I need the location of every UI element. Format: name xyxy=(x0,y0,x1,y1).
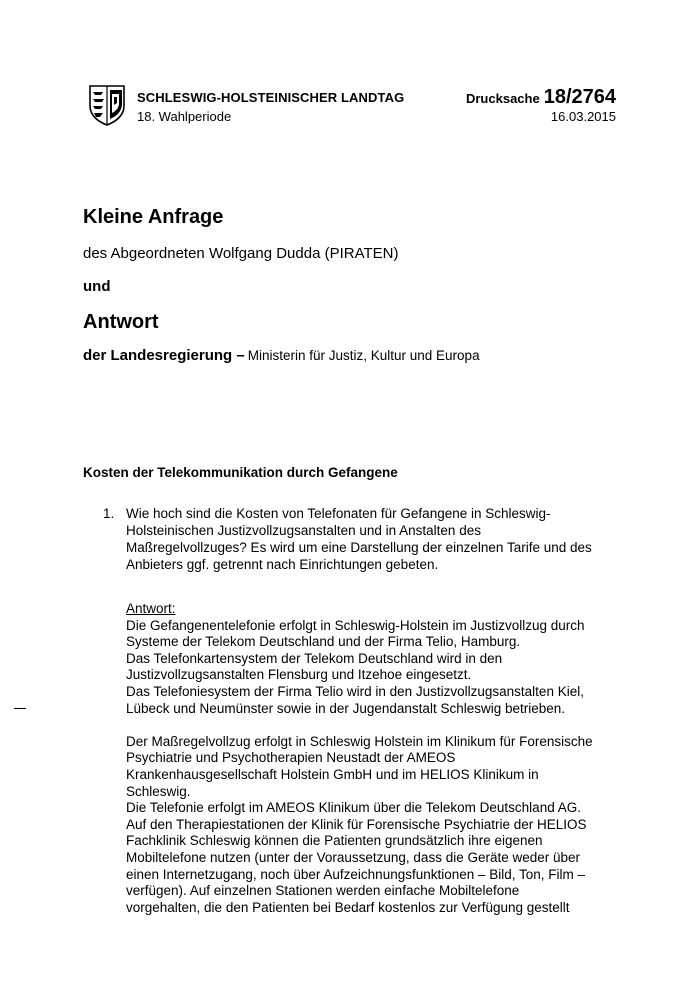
answer-label: Antwort: xyxy=(126,601,176,616)
answer-line: Justizvollzugsanstalten Flensburg und Itzehoe eingesetzt. xyxy=(126,667,472,683)
answer-line: Fachklinik Schleswig können die Patienten grundsätzlich ihre eigenen xyxy=(126,833,543,849)
document-number: 18/2764 xyxy=(543,86,616,108)
respondent-bold: der Landesregierung – xyxy=(83,347,245,364)
answer-line: Das Telefonkartensystem der Telekom Deutschland wird in den xyxy=(126,650,503,666)
kleine-anfrage-heading: Kleine Anfrage xyxy=(83,206,224,228)
answer-line: verfügen). Auf einzelnen Stationen werden einfache Mobiltelefone xyxy=(126,883,520,899)
question-line: Anbieters ggf. getrennt nach Einrichtungen gebeten. xyxy=(126,557,439,572)
schleswig-holstein-crest-icon xyxy=(88,84,126,126)
document-reference xyxy=(466,86,616,109)
document-label: Drucksache xyxy=(465,91,540,106)
election-period: 18. Wahlperiode xyxy=(137,109,232,124)
answer-line: Krankenhausgesellschaft Holstein GmbH und im HELIOS Klinikum in xyxy=(126,766,539,782)
answer-line: Mobiltelefone nutzen (unter der Voraussetzung, dass die Geräte weder über xyxy=(126,849,581,865)
margin-mark xyxy=(14,708,26,709)
answer-block xyxy=(126,601,636,916)
answer-line: Systeme der Telekom Deutschland und der Firma Telio, Hamburg. xyxy=(126,634,521,650)
document-date: 16.03.2015 xyxy=(550,109,616,124)
answer-line: Das Telefoniesystem der Firma Telio wird in den Justizvollzugsanstalten Kiel, xyxy=(126,683,584,699)
antwort-heading: Antwort xyxy=(83,311,159,333)
respondent-ministry: Ministerin für Justiz, Kultur und Europa xyxy=(247,348,480,363)
answer-line: Lübeck und Neumünster sowie in der Jugendanstalt Schleswig betrieben. xyxy=(126,700,566,716)
question-line: Maßregelvollzuges? Es wird um eine Darstellung der einzelnen Tarife und des xyxy=(126,540,592,555)
answer-line: Auf den Therapiestationen der Klinik für Forensische Psychiatrie der HELIOS xyxy=(126,816,587,832)
question-line: Holsteinischen Justizvollzugsanstalten und in Anstalten des xyxy=(126,523,481,538)
question-number: 1. xyxy=(103,506,115,521)
answer-line: Schleswig. xyxy=(126,783,191,799)
section-title: Kosten der Telekommunikation durch Gefangene xyxy=(83,465,398,480)
answer-line: Psychiatrie und Psychotherapien Neustadt der AMEOS xyxy=(126,750,456,766)
author-line: des Abgeordneten Wolfgang Dudda (PIRATEN) xyxy=(83,245,399,262)
respondent-line xyxy=(83,347,480,364)
answer-line: Der Maßregelvollzug erfolgt in Schleswig Holstein im Klinikum für Forensische xyxy=(126,733,593,749)
question-line: Wie hoch sind die Kosten von Telefonaten für Gefangene in Schleswig- xyxy=(126,506,551,521)
conjunction-line: und xyxy=(83,278,111,295)
answer-line: Die Gefangenentelefonie erfolgt in Schleswig-Holstein im Justizvollzug durch xyxy=(126,617,585,633)
answer-line: vorgehalten, die den Patienten bei Bedarf kostenlos zur Verfügung gestellt xyxy=(126,899,570,915)
answer-line: einen Internetzugang, noch über Aufzeichnungsfunktionen – Bild, Ton, Film – xyxy=(126,866,586,882)
organization-name: SCHLESWIG-HOLSTEINISCHER LANDTAG xyxy=(137,90,405,105)
question-text xyxy=(126,505,626,573)
answer-line: Die Telefonie erfolgt im AMEOS Klinikum über die Telekom Deutschland AG. xyxy=(126,800,581,816)
